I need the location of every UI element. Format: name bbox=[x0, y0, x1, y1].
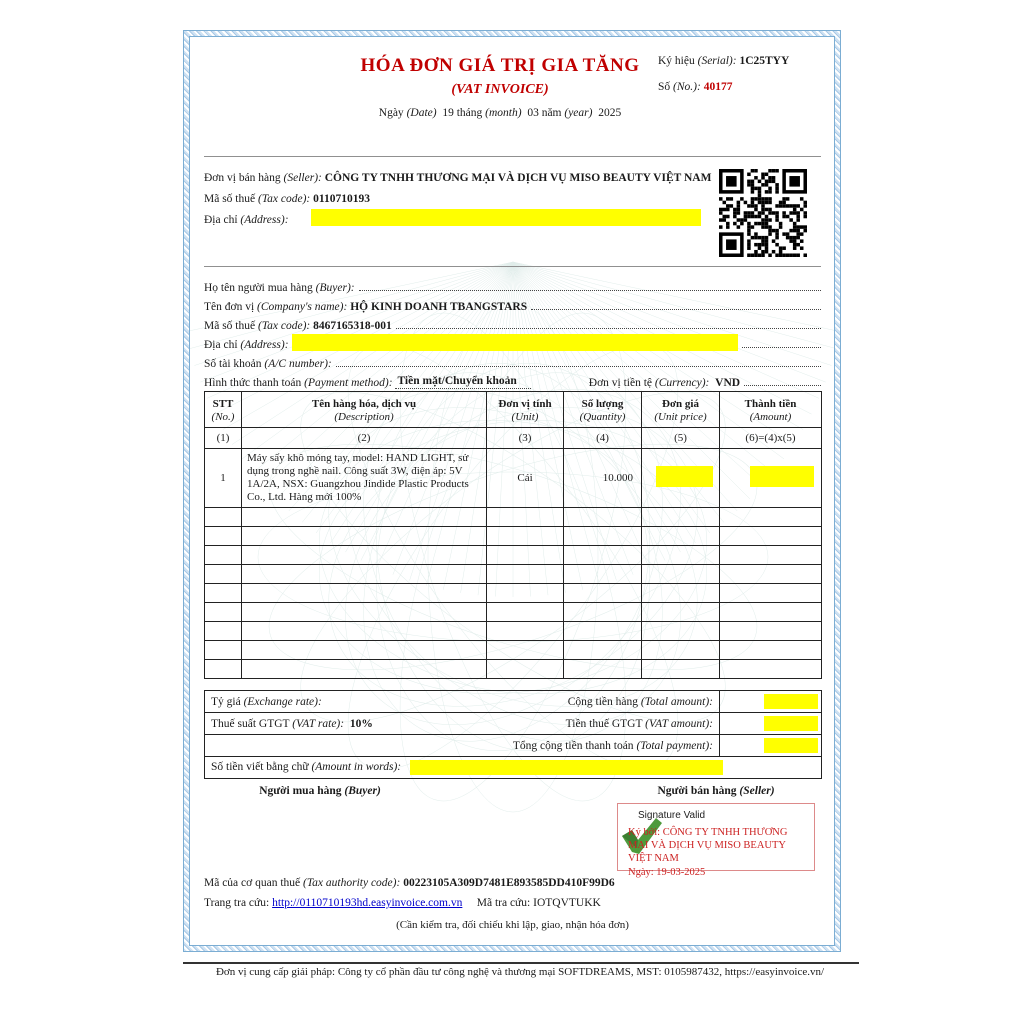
unit-price-redaction bbox=[656, 466, 713, 487]
totals-table bbox=[204, 690, 822, 779]
dotted-line bbox=[396, 328, 821, 329]
seller-tax-code: 0110710193 bbox=[313, 193, 371, 205]
section-divider-seller-buyer bbox=[204, 266, 821, 267]
buyer-tax-code: 8467165318-001 bbox=[313, 320, 392, 332]
lookup-code-value: IOTQVTUKK bbox=[533, 897, 601, 909]
seller-tax-code-row: Mã số thuế (Tax code): 0110710193 bbox=[204, 193, 371, 205]
table-empty-row bbox=[205, 546, 822, 565]
qr-code bbox=[719, 169, 807, 257]
item-amount-cell bbox=[720, 449, 822, 508]
index-row: (1) (2) (3) (4) (5) (6)=(4)x(5) bbox=[205, 428, 822, 449]
table-empty-row bbox=[205, 584, 822, 603]
amount-redaction bbox=[750, 466, 814, 487]
invoice-number-value: 40177 bbox=[703, 81, 733, 93]
buyer-tax-code-row: Mã số thuế (Tax code): 8467165318-001 bbox=[204, 313, 821, 332]
table-empty-row bbox=[205, 527, 822, 546]
section-divider-top bbox=[204, 156, 821, 157]
total-payment-redaction bbox=[764, 738, 818, 753]
lookup-url-link[interactable]: http://0110710193hd.easyinvoice.com.vn bbox=[272, 897, 463, 909]
table-empty-row bbox=[205, 641, 822, 660]
buyer-sign-label: Người mua hàng (Buyer) bbox=[259, 785, 381, 797]
table-empty-row bbox=[205, 508, 822, 527]
vat-rate-row bbox=[205, 713, 822, 735]
column-header-unit: Đơn vị tính (Unit) bbox=[487, 392, 564, 428]
buyer-address-row: Địa chỉ (Address): bbox=[204, 332, 821, 351]
table-empty-row bbox=[205, 622, 822, 641]
payment-method-row: Hình thức thanh toán (Payment method): Tiền mặt/Chuyển khoản Đơn vị tiền tệ (Currency): VND bbox=[204, 370, 821, 389]
exchange-rate-row bbox=[205, 691, 822, 713]
buyer-account-row: Số tài khoản (A/C number): bbox=[204, 351, 821, 370]
item-description: Máy sấy khô móng tay, model: HAND LIGHT, sử dụng trong nghề nail. Công suất 3W, điện áp: 5V 1A/2A, NSX: Guangzhou Jindide Plastic Products Co., Ltd. Hàng mới 100% bbox=[242, 449, 487, 508]
lookup-row: Trang tra cứu: http://0110710193hd.easyinvoice.com.vn Mã tra cứu: IOTQVTUKK bbox=[204, 897, 601, 909]
provider-footer: Đơn vị cung cấp giải pháp: Công ty cổ phần đầu tư công nghệ và thương mại SOFTDREAMS, MST: 0105987432, https://easyinvoice.vn/ bbox=[215, 966, 825, 978]
item-unit-price-cell bbox=[642, 449, 720, 508]
seller-sign-label: Người bán hàng (Seller) bbox=[657, 785, 775, 797]
buyer-name-row: Họ tên người mua hàng (Buyer): bbox=[204, 275, 821, 294]
dotted-line bbox=[359, 290, 821, 291]
serial-field: Ký hiệu (Serial): 1C25TYY bbox=[658, 55, 790, 67]
column-header-no: STT (No.) bbox=[205, 392, 242, 428]
buyer-address-redaction bbox=[292, 334, 738, 351]
total-payment-row bbox=[205, 735, 822, 757]
items-table bbox=[204, 391, 822, 679]
payment-method-value: Tiền mặt/Chuyển khoản bbox=[395, 375, 530, 389]
items-empty-rows bbox=[205, 508, 822, 679]
verify-note: (Cần kiểm tra, đối chiếu khi lập, giao, nhận hóa đơn) bbox=[396, 919, 629, 931]
vat-rate-value: 10% bbox=[349, 717, 373, 730]
column-header-unit-price: Đơn giá (Unit price) bbox=[642, 392, 720, 428]
table-empty-row bbox=[205, 565, 822, 584]
vat-amount-redaction bbox=[764, 716, 818, 731]
invoice-body bbox=[189, 36, 835, 946]
item-quantity: 10.000 bbox=[564, 449, 642, 508]
serial-value: 1C25TYY bbox=[739, 55, 790, 67]
dotted-line bbox=[531, 309, 821, 310]
total-amount-cell bbox=[720, 691, 822, 713]
table-header-row bbox=[205, 392, 822, 428]
exchange-rate-label: Tỷ giá (Exchange rate): bbox=[205, 691, 505, 713]
item-unit: Cái bbox=[487, 449, 564, 508]
signed-by-text: Ký bởi: CÔNG TY TNHH THƯƠNG MẠI VÀ DỊCH VỤ MISO BEAUTY VIỆT NAM bbox=[628, 827, 788, 864]
invoice-title: HÓA ĐƠN GIÁ TRỊ GIA TĂNG bbox=[360, 55, 640, 76]
sign-date-text: Ngày: 19-03-2025 bbox=[628, 867, 706, 878]
currency-field: Đơn vị tiền tệ (Currency): VND bbox=[588, 377, 741, 389]
serial-block bbox=[658, 54, 828, 95]
signed-by-block bbox=[628, 826, 810, 879]
date-year: 2025 bbox=[598, 107, 622, 119]
buyer-company-name: HỘ KINH DOANH TBANGSTARS bbox=[350, 301, 528, 313]
date-day: 19 bbox=[442, 107, 454, 119]
provider-divider bbox=[183, 962, 859, 964]
invoice-subtitle: (VAT INVOICE) bbox=[451, 82, 549, 97]
buyer-section bbox=[204, 275, 821, 389]
table-empty-row bbox=[205, 660, 822, 679]
amount-in-words-row bbox=[205, 757, 822, 779]
buyer-company-row: Tên đơn vị (Company's name): HỘ KINH DOANH TBANGSTARS bbox=[204, 294, 821, 313]
vat-rate-field: Thuế suất GTGT (VAT rate): 10% bbox=[205, 713, 505, 735]
invoice-number-field: Số (No.): 40177 bbox=[658, 81, 733, 93]
total-amount-redaction bbox=[764, 694, 818, 709]
vat-amount-label: Tiền thuế GTGT (VAT amount): bbox=[505, 713, 720, 735]
column-header-description: Tên hàng hóa, dịch vụ (Description) bbox=[242, 392, 487, 428]
item-row bbox=[205, 449, 822, 508]
vat-amount-cell bbox=[720, 713, 822, 735]
currency-value: VND bbox=[715, 377, 741, 389]
items-table-body bbox=[205, 428, 822, 508]
signature-valid-text: Signature Valid bbox=[638, 810, 706, 821]
decorative-page-border bbox=[183, 30, 841, 952]
table-empty-row bbox=[205, 603, 822, 622]
tax-authority-code: 00223105A309D7481E893585DD410F99D6 bbox=[403, 877, 615, 889]
amount-words-redaction bbox=[410, 760, 723, 775]
seller-address-redaction bbox=[311, 209, 701, 226]
dotted-line bbox=[742, 347, 821, 348]
column-header-quantity: Số lượng (Quantity) bbox=[564, 392, 642, 428]
lookup-code-field: Mã tra cứu: IOTQVTUKK bbox=[476, 897, 601, 909]
seller-name: CÔNG TY TNHH THƯƠNG MẠI VÀ DỊCH VỤ MISO BEAUTY VIỆT NAM bbox=[324, 172, 712, 184]
item-no: 1 bbox=[205, 449, 242, 508]
date-month: 03 bbox=[527, 107, 539, 119]
dotted-line bbox=[744, 385, 821, 386]
seller-address-row: Địa chỉ (Address): bbox=[204, 205, 821, 226]
amount-in-words-cell: Số tiền viết bằng chữ (Amount in words): bbox=[205, 757, 822, 779]
dotted-line bbox=[336, 366, 821, 367]
invoice-date-line: Ngày (Date) 19 tháng (month) 03 năm (year) 2025 bbox=[378, 107, 622, 119]
total-amount-label: Cộng tiền hàng (Total amount): bbox=[505, 691, 720, 713]
date-label: Ngày bbox=[378, 107, 404, 119]
column-header-amount: Thành tiền (Amount) bbox=[720, 392, 822, 428]
total-payment-label: Tổng cộng tiền thanh toán (Total payment): bbox=[205, 735, 720, 757]
signature-stamp bbox=[617, 803, 815, 878]
seller-name-row: Đơn vị bán hàng (Seller): CÔNG TY TNHH THƯƠNG MẠI VÀ DỊCH VỤ MISO BEAUTY VIỆT NAM bbox=[204, 172, 712, 184]
total-payment-cell bbox=[720, 735, 822, 757]
tax-authority-row: Mã của cơ quan thuế (Tax authority code): 00223105A309D7481E893585DD410F99D6 bbox=[204, 877, 615, 889]
